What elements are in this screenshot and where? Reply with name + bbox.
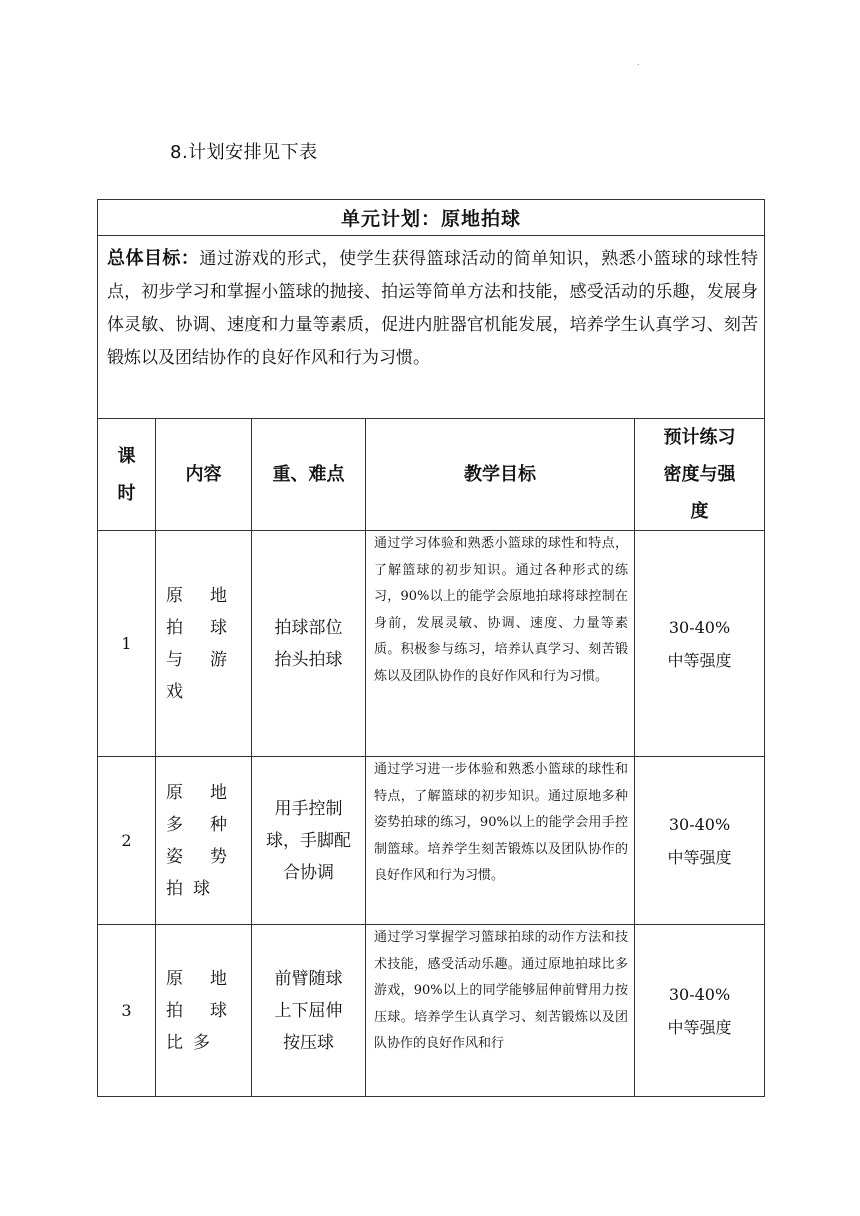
table-row [98,925,765,1097]
page-dot: . [637,58,640,67]
row-intensity-level: 中等强度 [667,847,732,867]
overall-goal [98,236,765,419]
header-row [98,419,765,531]
row-key-points: 拍球部位抬头拍球 [252,531,366,757]
overall-goal-text: 通过游戏的形式，使学生获得篮球活动的简单知识，熟悉小篮球的球性特点，初步学习和掌握小篮球的抛接、拍运等简单方法和技能，感受活动的乐趣，发展身体灵敏、协调、速度和力量等素质，促进内脏器官机能发展，培养学生认真学习、刻苦锻炼以及团结协作的良好作风和行为习惯。 [107,249,759,368]
table-title: 单元计划：原地拍球 [98,200,765,236]
row-content: 原地多种姿势拍球 [156,757,252,925]
row-content: 原地拍球比多 [156,925,252,1097]
table-row [98,757,765,925]
row-content: 原地拍球与游戏 [156,531,252,757]
row-intensity-level: 中等强度 [667,650,732,670]
row-intensity [635,531,765,757]
header-key-points: 重、难点 [252,419,366,531]
row-objectives: 通过学习体验和熟悉小篮球的球性和特点，了解篮球的初步知识。通过各种形式的练习，90%以上的能学会原地拍球将球控制在身前，发展灵敏、协调、速度、力量等素质。积极参与练习，培养认真学习、刻苦锻炼以及团队协作的良好作风和行为习惯。 [366,531,635,757]
header-intensity: 预计练习密度与强度 [635,419,765,531]
section-heading: 8.计划安排见下表 [170,142,318,163]
row-objectives: 通过学习掌握学习篮球拍球的动作方法和技术技能，感受活动乐趣。通过原地拍球比多游戏，90%以上的同学能够屈伸前臂用力按压球。培养学生认真学习、刻苦锻炼以及团队协作的良好作风和行 [366,925,635,1097]
row-density: 30-40% [668,984,731,1004]
row-density: 30-40% [668,617,731,637]
row-objectives: 通过学习进一步体验和熟悉小篮球的球性和特点，了解篮球的初步知识。通过原地多种姿势拍球的练习，90%以上的能学会用手控制篮球。培养学生刻苦锻炼以及团队协作的良好作风和行为习惯。 [366,757,635,925]
overall-goal-label: 总体目标： [107,248,200,269]
table-row [98,531,765,757]
header-objectives: 教学目标 [366,419,635,531]
unit-plan-table [97,199,765,1097]
row-intensity-level: 中等强度 [667,1017,732,1037]
row-key-points: 用手控制球，手脚配合协调 [252,757,366,925]
row-key-points: 前臂随球上下屈伸按压球 [252,925,366,1097]
header-content: 内容 [156,419,252,531]
row-density: 30-40% [668,814,731,834]
row-lesson: 1 [98,531,156,757]
row-lesson: 3 [98,925,156,1097]
header-lesson: 课时 [98,419,156,531]
row-lesson: 2 [98,757,156,925]
row-intensity [635,757,765,925]
row-intensity [635,925,765,1097]
